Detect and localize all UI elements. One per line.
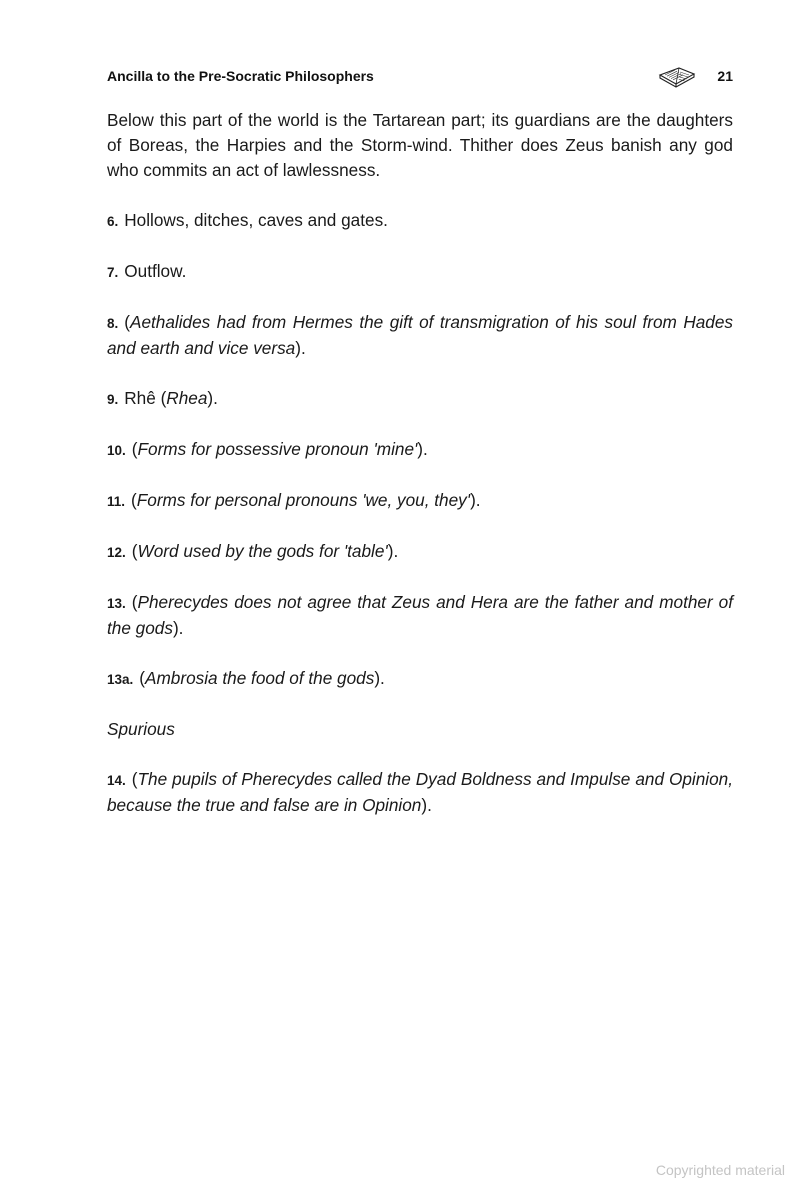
- fragment-number: 9.: [107, 392, 119, 407]
- fragment-italic-text: Pherecydes does not agree that Zeus and Hera are the father and mother of the gods: [107, 592, 733, 638]
- fragment-13a: [107, 666, 733, 692]
- copyright-watermark: Copyrighted material: [655, 1162, 785, 1178]
- fragment-open: (: [124, 312, 130, 332]
- open-book-icon: [657, 66, 697, 90]
- paragraph-text: Below this part of the world is the Tartarean part; its guardians are the daughters of Boreas, the Harpies and the Storm-wind. Thither does Zeus banish any god who commits an act of lawlessness.: [107, 110, 733, 180]
- fragment-number: 10.: [107, 443, 126, 458]
- fragment-italic-text: Forms for personal pronouns 'we, you, they': [136, 490, 471, 510]
- running-header: [107, 66, 733, 90]
- section-heading-spurious: [107, 717, 733, 742]
- fragment-text: Outflow.: [124, 261, 187, 281]
- fragment-8: [107, 310, 733, 361]
- fragment-7: [107, 259, 733, 285]
- fragment-close: ).: [421, 795, 432, 815]
- paragraph-intro: [107, 108, 733, 183]
- fragment-open: (: [131, 769, 138, 789]
- fragment-open: (: [131, 541, 138, 561]
- fragment-italic-text: Aethalides had from Hermes the gift of transmigration of his soul from Hades and earth and vice versa: [107, 312, 733, 358]
- fragment-6: [107, 208, 733, 234]
- fragment-italic-text: Forms for possessive pronoun 'mine': [137, 439, 418, 459]
- fragment-13: [107, 590, 733, 641]
- fragment-number: 13.: [107, 596, 126, 611]
- fragment-open: (: [131, 592, 138, 612]
- fragment-italic-text: Word used by the gods for 'table': [137, 541, 388, 561]
- fragment-close: ).: [374, 668, 385, 688]
- fragment-14: [107, 767, 733, 818]
- fragment-9: [107, 386, 733, 412]
- fragment-number: 8.: [107, 316, 119, 331]
- fragment-number: 6.: [107, 214, 119, 229]
- fragment-italic-text: Ambrosia the food of the gods: [145, 668, 375, 688]
- fragment-close: ).: [470, 490, 481, 510]
- fragment-open: Rhê (: [124, 388, 167, 408]
- section-heading-text: Spurious: [107, 719, 175, 739]
- running-title: Ancilla to the Pre-Socratic Philosophers: [107, 68, 374, 84]
- fragment-close: ).: [207, 388, 218, 408]
- fragment-text: Hollows, ditches, caves and gates.: [124, 210, 388, 230]
- fragment-11: [107, 488, 733, 514]
- fragment-italic-text: Rhea: [166, 388, 208, 408]
- fragment-number: 7.: [107, 265, 119, 280]
- fragment-number: 12.: [107, 545, 126, 560]
- fragment-12: [107, 539, 733, 565]
- fragment-italic-text: The pupils of Pherecydes called the Dyad Boldness and Impulse and Opinion, because the true and false are in Opinion: [107, 769, 733, 815]
- fragment-10: [107, 437, 733, 463]
- page-number: 21: [717, 68, 733, 84]
- fragment-number: 13a.: [107, 672, 134, 687]
- fragment-close: ).: [295, 338, 306, 358]
- fragment-open: (: [131, 439, 138, 459]
- fragment-number: 11.: [107, 494, 126, 509]
- page-body: [107, 108, 733, 843]
- fragment-number: 14.: [107, 773, 126, 788]
- fragment-close: ).: [387, 541, 399, 561]
- fragment-open: (: [131, 490, 137, 510]
- fragment-close: ).: [417, 439, 428, 459]
- fragment-open: (: [139, 668, 146, 688]
- fragment-close: ).: [172, 618, 184, 638]
